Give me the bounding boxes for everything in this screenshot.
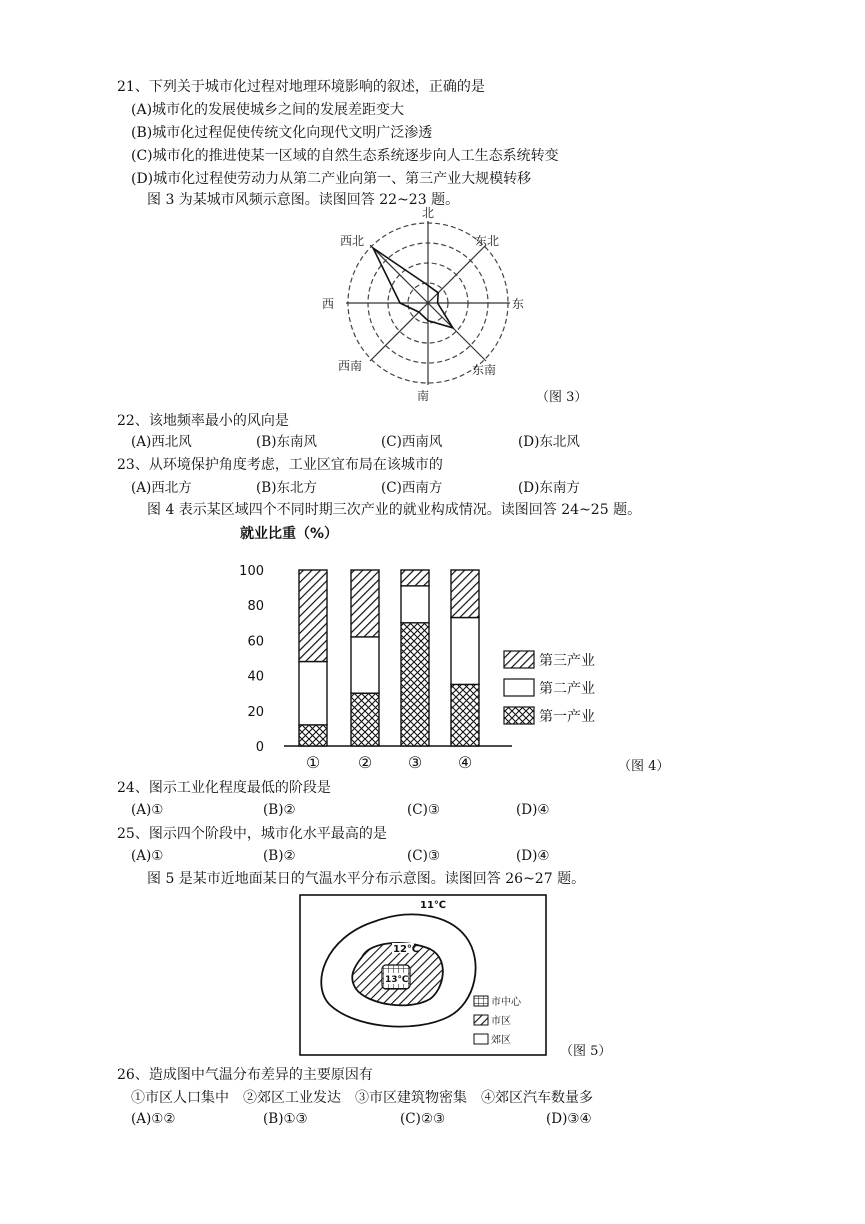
fig4-caption: （图 4） xyxy=(618,759,670,774)
question-26-stem: 26、造成图中气温分布差异的主要原因有 xyxy=(117,1067,373,1083)
q24-option-b: (B)② xyxy=(263,802,296,818)
legend-label-第三产业: 第三产业 xyxy=(539,653,595,669)
bars xyxy=(299,570,479,746)
x-tick-label: ① xyxy=(305,753,321,772)
dir-e-label: 东 xyxy=(512,297,525,311)
legend-swatch-center xyxy=(474,996,488,1006)
employment-bar-chart xyxy=(232,522,652,772)
legend-swatch-urban xyxy=(474,1015,488,1025)
y-tick-label: 0 xyxy=(255,740,264,755)
question-22-stem: 22、该地频率最小的风向是 xyxy=(117,413,289,429)
q26-option-a: (A)①② xyxy=(131,1111,176,1127)
dir-nw-label: 西北 xyxy=(340,234,365,248)
fig3-caption: （图 3） xyxy=(536,390,588,405)
q24-option-a: (A)① xyxy=(131,802,164,818)
q26-option-b: (B)①③ xyxy=(263,1111,308,1127)
q22-option-d: (D)东北风 xyxy=(518,434,580,450)
bar-segment-第一产业-③ xyxy=(401,623,429,746)
bar-segment-第一产业-④ xyxy=(451,684,479,746)
isotherm-12-label: 12℃ xyxy=(393,944,420,955)
bar-segment-第三产业-② xyxy=(351,570,379,637)
y-tick-label: 80 xyxy=(247,599,264,615)
q22-option-a: (A)西北风 xyxy=(131,434,192,450)
legend-label-urban: 市区 xyxy=(491,1016,511,1027)
x-tick-label: ④ xyxy=(457,753,473,772)
legend-label-第一产业: 第一产业 xyxy=(539,709,595,725)
q22-option-b: (B)东南风 xyxy=(256,434,317,450)
q25-option-b: (B)② xyxy=(263,848,296,864)
question-21-stem: 21、下列关于城市化过程对地理环境影响的叙述，正确的是 xyxy=(117,79,485,95)
temperature-map-figure xyxy=(298,893,550,1063)
q23-option-d: (D)东南方 xyxy=(518,480,580,496)
q21-option-a: (A)城市化的发展使城乡之间的发展差距变大 xyxy=(131,102,405,118)
bar-segment-第三产业-① xyxy=(299,570,327,662)
q23-option-a: (A)西北方 xyxy=(131,480,192,496)
x-tick-label: ② xyxy=(357,753,373,772)
fig5-intro: 图 5 是某市近地面某日的气温水平分布示意图。读图回答 26~27 题。 xyxy=(147,871,586,887)
q24-option-c: (C)③ xyxy=(407,802,440,818)
wind-rose-figure xyxy=(320,205,550,405)
legend-swatch-第二产业 xyxy=(504,679,534,696)
bar-segment-第二产业-② xyxy=(351,637,379,693)
y-tick-label: 60 xyxy=(247,634,264,650)
legend-swatch-suburb xyxy=(474,1034,488,1044)
bar-segment-第一产业-② xyxy=(351,693,379,746)
bar-segment-第一产业-① xyxy=(299,725,327,746)
q21-option-b: (B)城市化过程促使传统文化向现代文明广泛渗透 xyxy=(131,125,433,141)
bar-segment-第三产业-③ xyxy=(401,570,429,586)
q21-option-d: (D)城市化过程使劳动力从第二产业向第一、第三产业大规模转移 xyxy=(131,171,532,187)
isotherm-13-label: 13℃ xyxy=(385,975,409,985)
bar-segment-第二产业-① xyxy=(299,662,327,725)
legend-swatch-第一产业 xyxy=(504,707,534,724)
q24-option-d: (D)④ xyxy=(516,802,550,818)
fig5-caption: （图 5） xyxy=(560,1044,612,1059)
y-axis-ticks xyxy=(239,564,264,755)
dir-se-label: 东南 xyxy=(472,363,497,377)
legend-label-第二产业: 第二产业 xyxy=(539,681,595,697)
q25-option-c: (C)③ xyxy=(407,848,440,864)
q26-option-c: (C)②③ xyxy=(400,1111,446,1127)
question-24-stem: 24、图示工业化程度最低的阶段是 xyxy=(117,780,331,796)
q23-option-c: (C)西南方 xyxy=(381,480,443,496)
dir-s-label: 南 xyxy=(417,389,430,403)
legend-swatch-第三产业 xyxy=(504,651,534,668)
q26-option-d: (D)③④ xyxy=(546,1111,592,1127)
dir-ne-label: 东北 xyxy=(475,234,500,248)
q26-statements: ①市区人口集中 ②郊区工业发达 ③市区建筑物密集 ④郊区汽车数量多 xyxy=(131,1090,593,1106)
x-tick-label: ③ xyxy=(407,753,423,772)
q22-option-c: (C)西南风 xyxy=(381,434,443,450)
question-23-stem: 23、从环境保护角度考虑，工业区宜布局在该城市的 xyxy=(117,457,443,473)
y-tick-label: 100 xyxy=(239,564,264,579)
y-tick-label: 40 xyxy=(247,669,264,685)
chart-title: 就业比重（%） xyxy=(240,526,339,542)
legend-label-suburb: 郊区 xyxy=(491,1035,511,1046)
legend-label-center: 市中心 xyxy=(491,997,521,1008)
bar-segment-第三产业-④ xyxy=(451,570,479,618)
q25-option-a: (A)① xyxy=(131,848,164,864)
question-25-stem: 25、图示四个阶段中，城市化水平最高的是 xyxy=(117,826,387,842)
fig3-intro: 图 3 为某城市风频示意图。读图回答 22~23 题。 xyxy=(147,192,460,208)
legend xyxy=(504,651,595,725)
isotherm-11-label: 11℃ xyxy=(420,900,447,911)
fig4-intro: 图 4 表示某区域四个不同时期三次产业的就业构成情况。读图回答 24~25 题。 xyxy=(147,502,642,518)
bar-segment-第二产业-③ xyxy=(401,586,429,623)
q25-option-d: (D)④ xyxy=(516,848,550,864)
dir-w-label: 西 xyxy=(322,297,335,311)
dir-n-label: 北 xyxy=(422,206,435,220)
y-tick-label: 20 xyxy=(247,704,264,720)
q23-option-b: (B)东北方 xyxy=(256,480,317,496)
bar-segment-第二产业-④ xyxy=(451,618,479,685)
dir-sw-label: 西南 xyxy=(338,359,363,373)
x-axis-labels xyxy=(306,753,472,772)
q21-option-c: (C)城市化的推进使某一区域的自然生态系统逐步向人工生态系统转变 xyxy=(131,148,559,164)
